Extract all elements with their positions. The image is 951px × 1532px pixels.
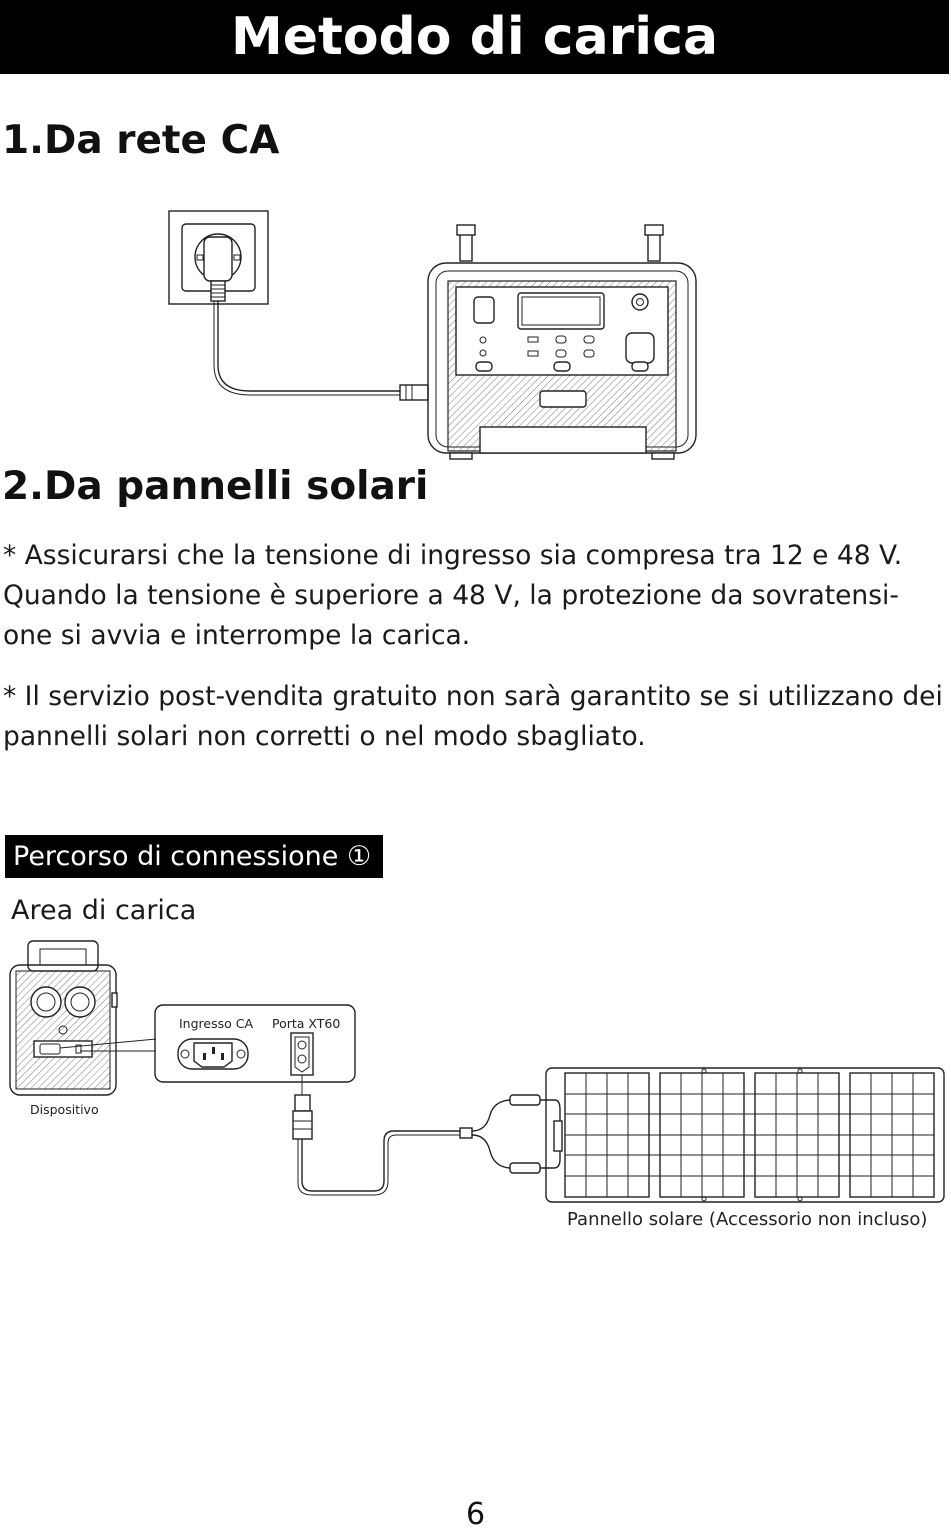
charging-area-label: Area di carica [11, 895, 197, 926]
page-title: Metodo di carica [230, 7, 719, 67]
wall-socket-icon [169, 211, 268, 304]
device-rear-icon [10, 941, 117, 1095]
section-title-solar: 2.Da pannelli solari [2, 464, 429, 509]
solar-charging-illustration [0, 935, 951, 1215]
ac-input-port-icon [178, 1039, 248, 1069]
page-number: 6 [465, 1497, 486, 1532]
section-title-ac: 1.Da rete CA [2, 118, 280, 163]
ac-input-label: Ingresso CA [179, 1016, 254, 1031]
device-label: Dispositivo [30, 1102, 99, 1117]
connection-path-label: Percorso di connessione ① [5, 835, 383, 878]
solar-panel-icon [546, 1068, 944, 1202]
warranty-note: * Il servizio post-vendita gratuito non sarà garantito se si utilizzano dei pannelli solari non corretti o nel modo sbagliato. [3, 681, 943, 752]
voltage-note: * Assicurarsi che la tensione di ingresso sia compresa tra 12 e 48 V. Quando la tensione è superiore a 48 V, la protezione da sovratensi-one si avvia e interrompe la carica. [3, 540, 903, 651]
xt60-port-label: Porta XT60 [272, 1016, 341, 1031]
xt60-port-icon [291, 1033, 313, 1075]
ac-charging-illustration [160, 205, 720, 465]
power-station-icon [428, 225, 696, 459]
solar-panel-label: Pannello solare (Accessorio non incluso) [567, 1209, 928, 1230]
page-header [0, 0, 949, 74]
